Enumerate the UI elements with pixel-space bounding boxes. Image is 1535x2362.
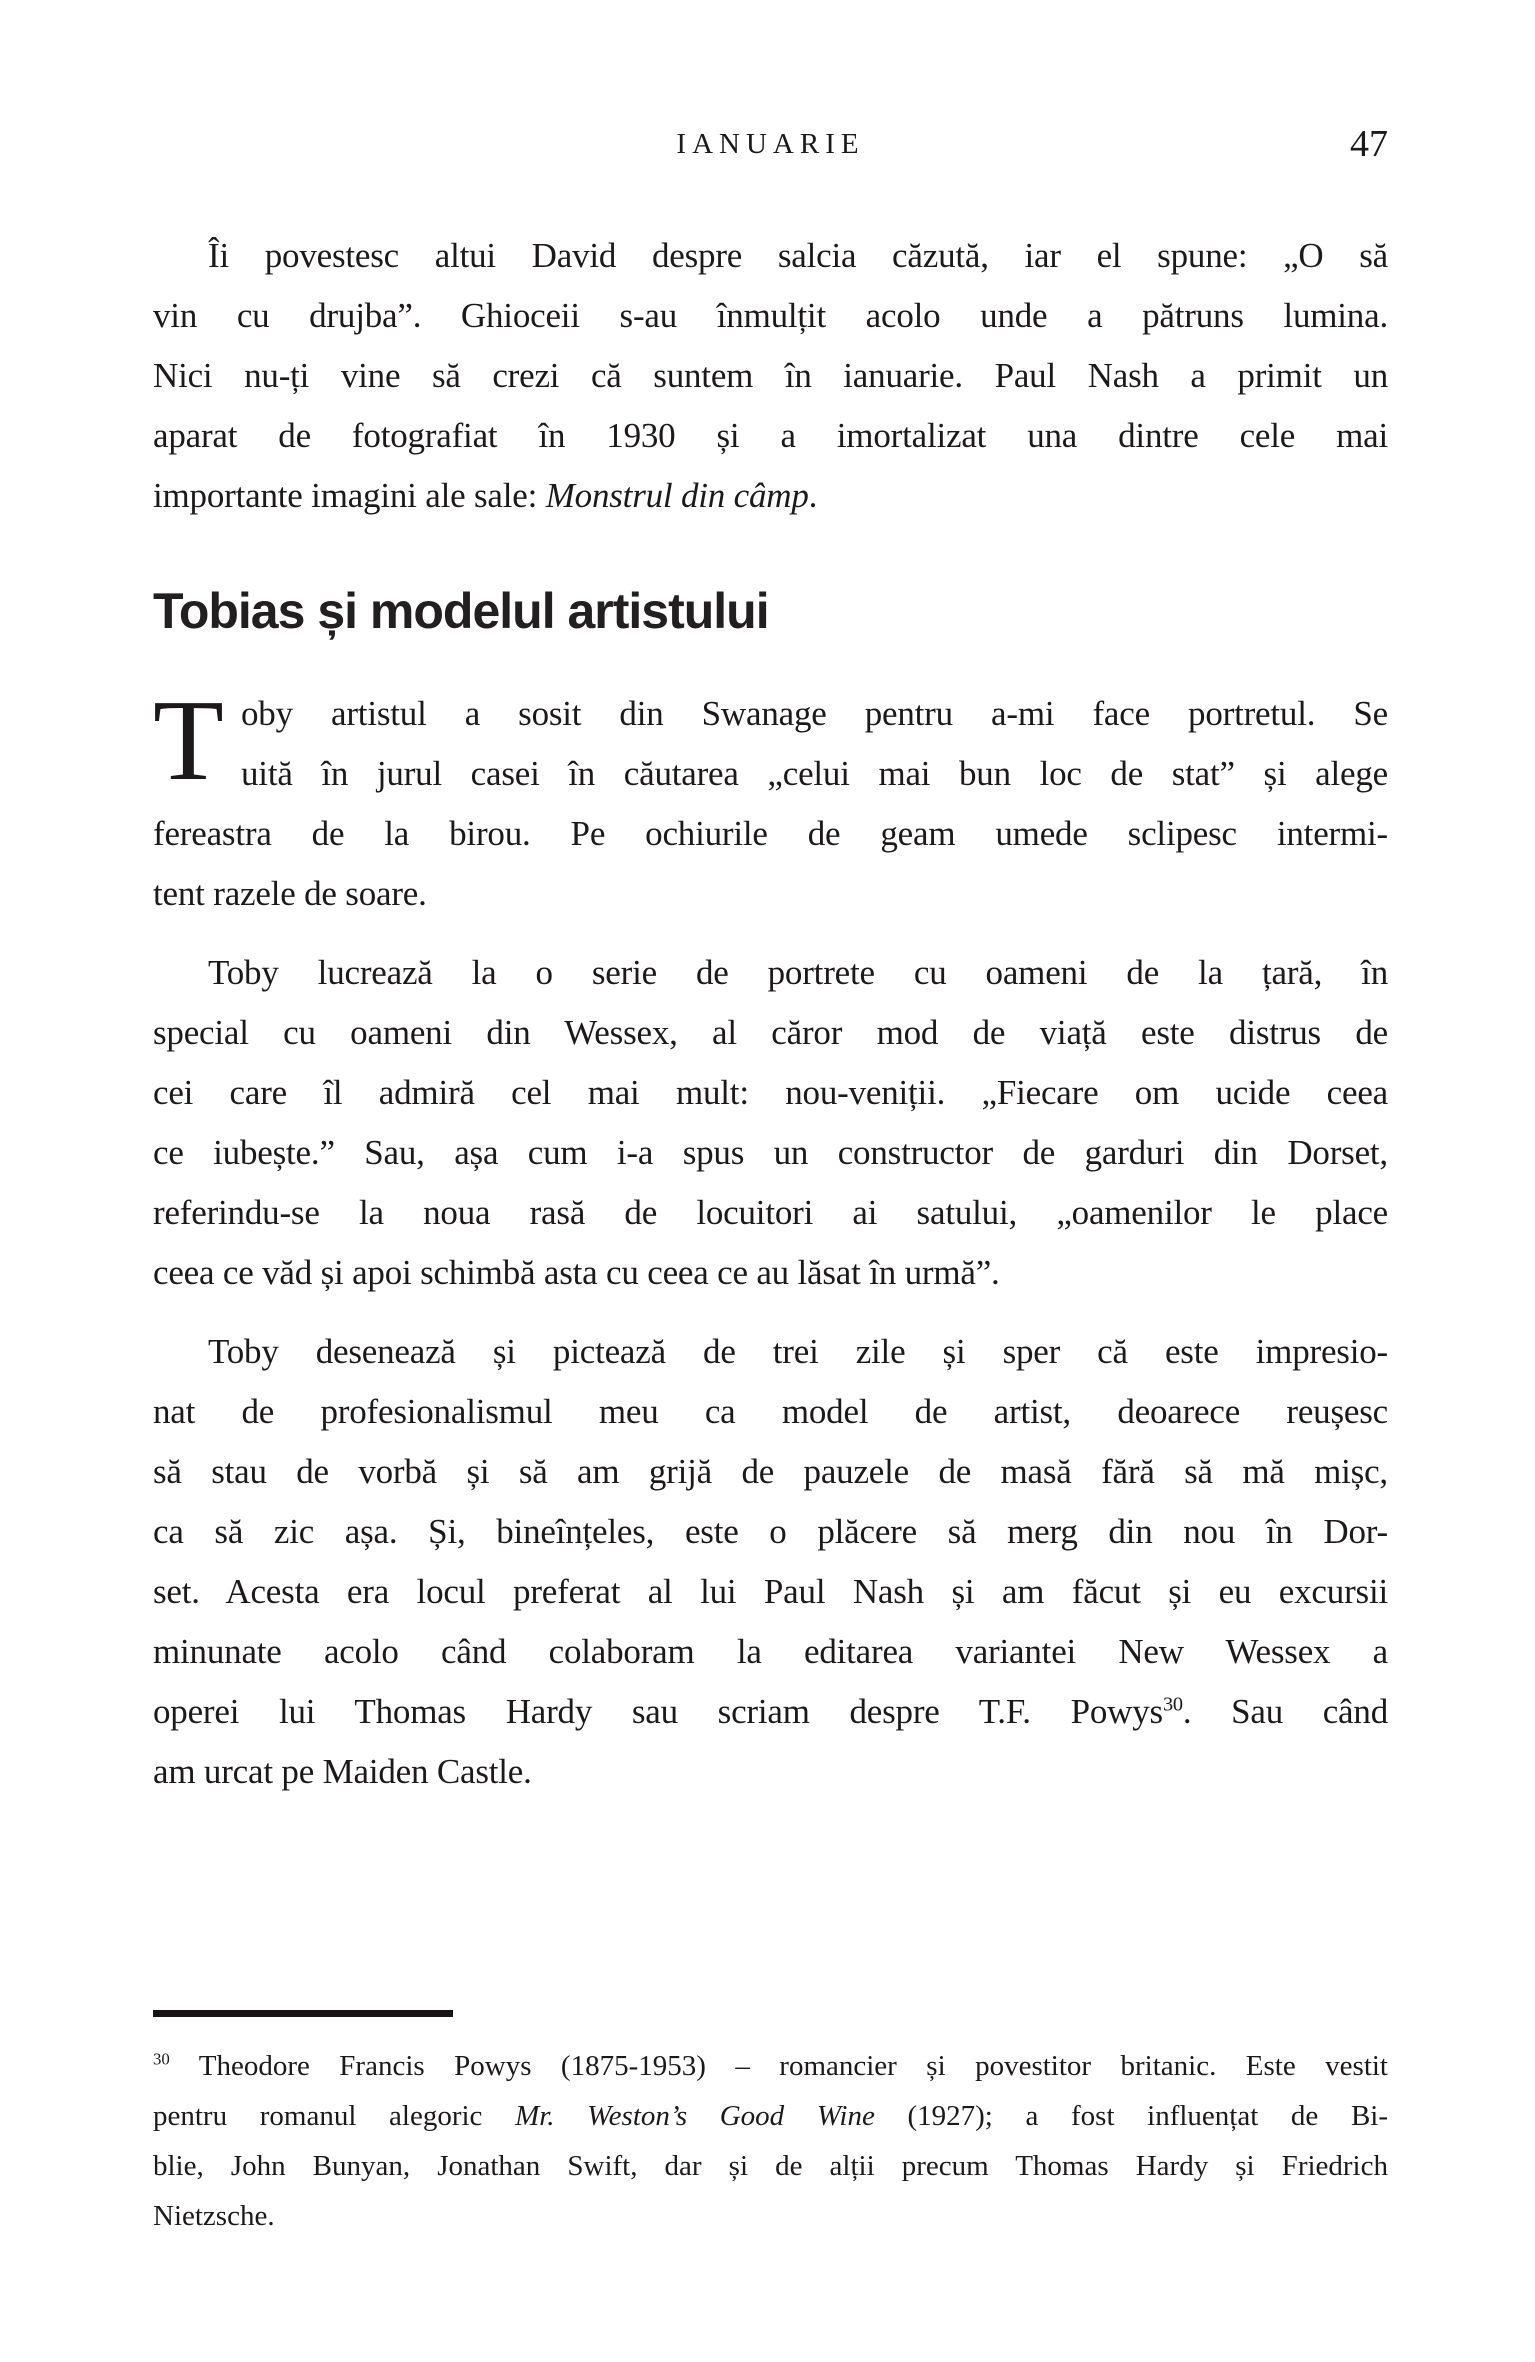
body-line [153,1183,1388,1243]
body-line [153,406,1388,466]
text-segment: tent razele de soare. [153,874,427,913]
body-line [153,1502,1388,1562]
body-line [153,1622,1388,1682]
section-header-title: IANUARIE [676,128,865,160]
body-line [153,1063,1388,1123]
text-segment: uită în jurul casei în căutarea „celui mai bun loc de stat” și alege [241,754,1388,793]
text-segment: oby artistul a sosit din Swanage pentru a-mi face portretul. Se [241,694,1388,733]
page-number: 47 [1350,123,1388,165]
body-line [153,1442,1388,1502]
section-heading: Tobias și modelul artistului [153,583,769,639]
body-line [153,346,1388,406]
text-segment: am urcat pe Maiden Castle. [153,1752,532,1791]
paragraph [153,943,1388,1303]
text-segment: cei care îl admiră cel mai mult: nou-veniții. „Fiecare om ucide ceea [153,1073,1388,1112]
text-segment: fereastra de la birou. Pe ochiurile de geam umede sclipesc intermi- [153,814,1388,853]
text-segment: Îi povestesc altui David despre salcia căzută, iar el spune: „O să [208,236,1388,275]
footnote-line [153,2191,1388,2241]
footnote-line [153,2141,1388,2191]
text-segment: ca să zic așa. Și, bineînțeles, este o plăcere să merg din nou în Dor- [153,1512,1388,1551]
text-segment: referindu-se la noua rasă de locuitori ai satului, „oamenilor le place [153,1193,1388,1232]
body-line [153,1742,1388,1802]
footnote-block [153,2010,1388,2241]
page-body-text [153,226,1388,2241]
body-line [153,864,1388,924]
paragraph [153,226,1388,526]
text-segment: Nici nu-ți vine să crezi că suntem în ianuarie. Paul Nash a primit un [153,356,1388,395]
text-segment: pentru romanul alegoric [153,2100,516,2132]
text-segment: nat de profesionalismul meu ca model de artist, deoarece reușesc [153,1392,1388,1431]
body-line [153,684,1388,744]
drop-cap: T [153,677,224,805]
body-line [153,466,1388,526]
footnote-line [153,2041,1388,2091]
italic-text: Monstrul din câmp [545,476,809,515]
text-segment: Toby desenează și pictează de trei zile și sper că este impresio- [208,1332,1388,1371]
body-line [153,804,1388,864]
body-line [153,1003,1388,1063]
body-line [153,1382,1388,1442]
paragraph [153,1322,1388,1802]
text-segment: Theodore Francis Powys (1875-1953) – romancier și povestitor britanic. Este vestit [169,2050,1388,2082]
italic-text: Mr. Weston’s Good Wine [515,2100,875,2132]
footnote-reference: 30 [1162,1693,1183,1716]
running-header [153,123,1388,170]
text-segment: (1927); a fost influențat de Bi- [874,2100,1388,2132]
text-segment: aparat de fotografiat în 1930 și a imortalizat una dintre cele mai [153,416,1388,455]
body-line [153,286,1388,346]
text-segment: minunate acolo când colaboram la editarea variantei New Wessex a [153,1632,1388,1671]
text-segment: . [808,476,818,515]
body-line [153,226,1388,286]
body-line [153,1562,1388,1622]
text-segment: importante imagini ale sale: [153,476,546,515]
text-segment: Toby lucrează la o serie de portrete cu oameni de la țară, în [208,953,1388,992]
body-line [153,1243,1388,1303]
body-line [153,1123,1388,1183]
text-segment: vin cu drujba”. Ghioceii s-au înmulțit acolo unde a pătruns lumina. [153,296,1388,335]
body-line [153,744,1388,804]
text-segment: set. Acesta era locul preferat al lui Paul Nash și am făcut și eu excursii [153,1572,1388,1611]
text-segment: ceea ce văd și apoi schimbă asta cu ceea ce au lăsat în urmă”. [153,1253,1000,1292]
text-segment: operei lui Thomas Hardy sau scriam despre T.F. Powys [153,1692,1163,1731]
text-segment: ce iubește.” Sau, așa cum i-a spus un constructor de garduri din Dorset, [153,1133,1388,1172]
text-segment: Nietzsche. [153,2200,275,2232]
text-segment: special cu oameni din Wessex, al căror mod de viață este distrus de [153,1013,1388,1052]
text-segment: . Sau când [1182,1692,1388,1731]
text-segment: să stau de vorbă și să am grijă de pauzele de masă fără să mă mișc, [153,1452,1388,1491]
text-segment: blie, John Bunyan, Jonathan Swift, dar și de alții precum Thomas Hardy și Friedrich [153,2150,1388,2182]
footnote-line [153,2091,1388,2141]
body-line [153,1682,1388,1742]
footnote-rule [153,2010,453,2017]
body-line [153,943,1388,1003]
footnote-reference: 30 [153,2049,170,2069]
paragraph [153,677,1388,924]
body-line [153,1322,1388,1382]
